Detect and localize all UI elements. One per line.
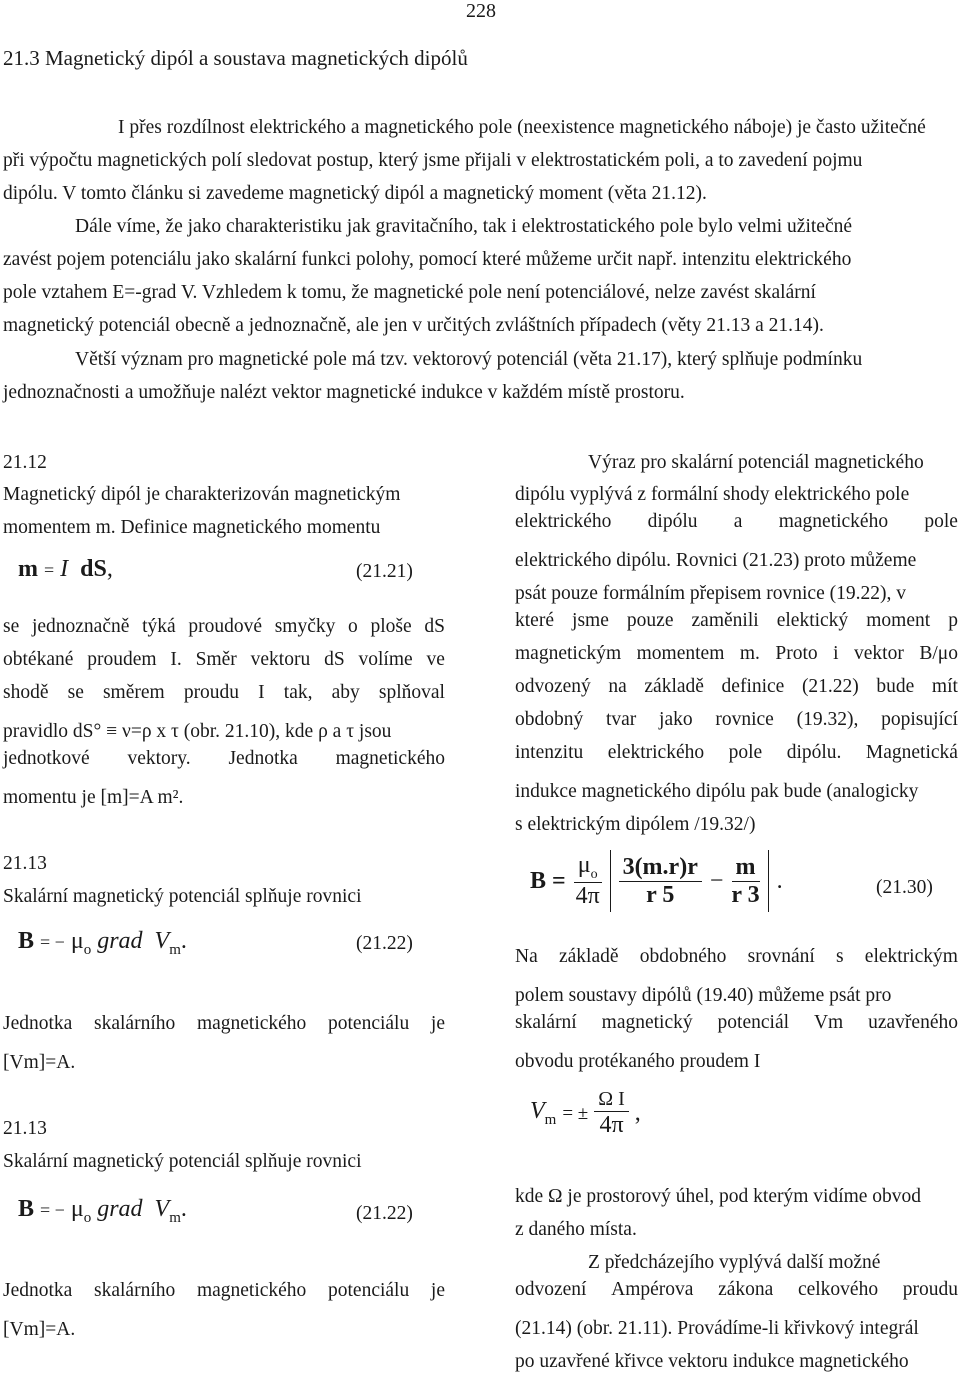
word: Směr bbox=[195, 649, 237, 670]
intro-line: I přes rozdílnost elektrického a magnetického pole (neexistence magnetického náboje) je často užitečné bbox=[118, 117, 926, 138]
eq-symbol: o bbox=[83, 1209, 92, 1226]
eq-symbol: dS bbox=[80, 556, 107, 582]
text-line bbox=[515, 946, 958, 968]
intro-line: zavést pojem potenciálu jako skalární funkci polohy, pomocí které můžeme určit např. intenzitu elektrického bbox=[3, 249, 852, 270]
equation-21-21 bbox=[18, 553, 113, 587]
word: skalární bbox=[515, 1012, 577, 1033]
word: s bbox=[835, 946, 844, 967]
eq-bar bbox=[610, 850, 611, 912]
word: popisující bbox=[881, 709, 958, 730]
word: magnetickým bbox=[515, 643, 622, 664]
word: směrem bbox=[102, 682, 165, 703]
word: dS bbox=[424, 616, 445, 637]
text-line bbox=[3, 748, 445, 770]
intro-line: pole vztahem E=-grad V. Vzhledem k tomu, že magnetické pole není potenciálové, nelze zavést skalární bbox=[3, 282, 816, 303]
word: jako bbox=[659, 709, 693, 730]
word: Jednotka bbox=[3, 1013, 73, 1034]
eq-symbol: = ± bbox=[562, 1102, 589, 1124]
text-line: obvodu protékaného proudem I bbox=[515, 1051, 761, 1072]
word: Ampérova bbox=[611, 1279, 694, 1300]
text-line: po uzavřené křivce vektoru indukce magnetického bbox=[515, 1351, 909, 1372]
word: ploše bbox=[370, 616, 412, 637]
eq-symbol: B bbox=[18, 1196, 35, 1222]
word: rovnice bbox=[715, 709, 774, 730]
word: se bbox=[67, 682, 84, 703]
eq-symbol: B bbox=[18, 928, 35, 954]
eq-symbol: m bbox=[169, 941, 181, 958]
eq-denominator: r 5 bbox=[646, 881, 675, 908]
text-line: Výraz pro skalární potenciál magnetického bbox=[588, 452, 924, 473]
text-line bbox=[515, 643, 958, 665]
word: dipólu. bbox=[786, 742, 842, 763]
word: Jednotka bbox=[3, 1280, 73, 1301]
page-number: 228 bbox=[466, 0, 496, 22]
word: srovnání bbox=[747, 946, 815, 967]
word: proudové bbox=[188, 616, 262, 637]
word: magnetického bbox=[196, 1280, 307, 1301]
eq-symbol: μ bbox=[70, 928, 84, 954]
text-line: pravidlo dS° ≡ ν=ρ x τ (obr. 21.10), kde ρ a τ jsou bbox=[3, 721, 392, 742]
text-line bbox=[515, 1279, 958, 1301]
eq-symbol: V bbox=[530, 1098, 545, 1125]
word: základě bbox=[644, 676, 704, 697]
text-line: Z předcházejího vyplývá další možné bbox=[588, 1252, 881, 1273]
equation-number: (21.21) bbox=[356, 561, 413, 582]
word: moment bbox=[866, 610, 931, 631]
word: potenciál bbox=[717, 1012, 790, 1033]
text-line bbox=[3, 616, 445, 638]
word: základě bbox=[558, 946, 619, 967]
word: a bbox=[733, 511, 743, 532]
word: momentem bbox=[636, 643, 725, 664]
equation-number: (21.30) bbox=[876, 877, 933, 898]
word: definice bbox=[721, 676, 785, 697]
intro-line: magnetický potenciál obecně a jednoznačně, ale jen v určitých zvláštních případech (věty 21.13 a 21.14). bbox=[3, 315, 824, 336]
text-line: [Vm]=A. bbox=[3, 1319, 76, 1340]
word: magnetického bbox=[335, 748, 445, 769]
eq-symbol: , bbox=[106, 556, 113, 582]
word: Jednotka bbox=[228, 748, 298, 769]
word: obdobný bbox=[515, 709, 584, 730]
intro-line: dipólu. V tomto článku si zavedeme magnetický dipól a magnetický moment (věta 21.12). bbox=[3, 183, 707, 204]
word: tak, bbox=[283, 682, 313, 703]
eq-symbol: grad bbox=[97, 928, 143, 954]
word: tvar bbox=[605, 709, 637, 730]
eq-symbol: I bbox=[60, 556, 69, 582]
word: Proto bbox=[775, 643, 818, 664]
word: odvození bbox=[515, 1279, 587, 1300]
eq-symbol: m bbox=[18, 556, 38, 582]
equation-vm bbox=[530, 1088, 641, 1139]
eq-numerator: m bbox=[732, 854, 760, 882]
word: B/μo bbox=[919, 643, 958, 664]
word: elektrického bbox=[515, 511, 612, 532]
eq-numerator: $\mu_o$ bbox=[574, 852, 602, 884]
text-line: Magnetický dipól je charakterizován magnetickým bbox=[3, 484, 401, 505]
word: p bbox=[948, 610, 958, 631]
word: na bbox=[608, 676, 627, 697]
word: volíme bbox=[358, 649, 413, 670]
eq-symbol: V bbox=[154, 928, 170, 954]
intro-paragraph-2 bbox=[3, 210, 958, 342]
intro-line: při výpočtu magnetických polí sledovat postup, který jsme přijali v elektrostatickém poli, a to zavedení pojmu bbox=[3, 150, 863, 171]
word: i bbox=[833, 643, 839, 664]
word: obdobného bbox=[639, 946, 727, 967]
word: splňoval bbox=[378, 682, 445, 703]
eq-symbol: m bbox=[544, 1111, 557, 1128]
intro-paragraph-1 bbox=[3, 111, 958, 210]
intro-paragraph-3 bbox=[3, 343, 958, 409]
word: pole bbox=[728, 742, 763, 763]
word: mít bbox=[931, 676, 958, 697]
equation-21-30 bbox=[530, 850, 783, 912]
eq-symbol: μ bbox=[70, 1196, 84, 1222]
word: magnetického bbox=[196, 1013, 307, 1034]
text-line: [Vm]=A. bbox=[3, 1052, 76, 1073]
theorem-number: 21.12 bbox=[3, 452, 47, 473]
word: je bbox=[430, 1280, 445, 1301]
eq-symbol: , bbox=[634, 1100, 641, 1126]
eq-symbol: V bbox=[154, 1196, 170, 1222]
word: zaměnili bbox=[691, 610, 759, 631]
text-line: momentu je [m]=A m². bbox=[3, 787, 184, 808]
word: ve bbox=[426, 649, 445, 670]
equation-number: (21.22) bbox=[356, 1203, 413, 1224]
word: pouze bbox=[626, 610, 674, 631]
word: I. bbox=[170, 649, 182, 670]
text-line bbox=[515, 676, 958, 698]
text-line bbox=[515, 709, 958, 731]
intro-line: jednoznačnosti a umožňuje nalézt vektor magnetické indukce v každém místě prostoru. bbox=[3, 382, 685, 403]
text-line bbox=[515, 511, 958, 533]
word: potenciálu bbox=[328, 1013, 410, 1034]
text-line bbox=[515, 742, 958, 764]
word: skalárního bbox=[94, 1280, 176, 1301]
word: elektrického bbox=[607, 742, 705, 763]
word: (19.32), bbox=[796, 709, 859, 730]
word: shodě bbox=[3, 682, 49, 703]
eq-bar bbox=[768, 850, 769, 912]
text-line: z daného místa. bbox=[515, 1219, 637, 1240]
word: týká bbox=[142, 616, 176, 637]
word: potenciálu bbox=[328, 1280, 410, 1301]
text-line: elektrického dipólu. Rovnici (21.23) proto můžeme bbox=[515, 550, 917, 571]
word: bude bbox=[876, 676, 915, 697]
word: (21.22) bbox=[801, 676, 859, 697]
eq-symbol: . bbox=[776, 867, 783, 894]
eq-denominator: r 3 bbox=[731, 881, 760, 908]
eq-symbol: B = bbox=[530, 867, 566, 894]
eq-fraction bbox=[594, 1088, 629, 1139]
word: Na bbox=[515, 946, 538, 967]
text-line: psát pouze formálním přepisem rovnice (19.22), v bbox=[515, 583, 906, 604]
text-line: s elektrickým dipólem /19.32/) bbox=[515, 814, 756, 835]
word: aby bbox=[331, 682, 360, 703]
eq-denominator: 4π bbox=[575, 883, 600, 910]
word: vektor bbox=[854, 643, 904, 664]
text-line: kde Ω je prostorový úhel, pod kterým vidíme obvod bbox=[515, 1186, 922, 1207]
word: o bbox=[348, 616, 358, 637]
word: elektrickým bbox=[864, 946, 958, 967]
word: dipólu bbox=[647, 511, 698, 532]
eq-fraction bbox=[574, 852, 602, 911]
text-line bbox=[515, 610, 958, 632]
word: dS bbox=[324, 649, 345, 670]
word: zákona bbox=[718, 1279, 774, 1300]
eq-symbol: = − bbox=[40, 932, 65, 952]
text-line: Skalární magnetický potenciál splňuje rovnici bbox=[3, 886, 362, 907]
word: jsme bbox=[572, 610, 609, 631]
word: jednoznačně bbox=[31, 616, 130, 637]
eq-fraction bbox=[619, 854, 702, 909]
text-line: (21.14) (obr. 21.11). Provádíme-li křivkový integrál bbox=[515, 1318, 919, 1339]
text-line: Skalární magnetický potenciál splňuje rovnici bbox=[3, 1151, 362, 1172]
theorem-number: 21.13 bbox=[3, 853, 47, 874]
eq-symbol: = bbox=[44, 560, 55, 580]
equation-21-22-repeat bbox=[18, 1193, 187, 1235]
word: proudu bbox=[902, 1279, 958, 1300]
eq-numerator: Ω I bbox=[594, 1088, 629, 1112]
word: I bbox=[258, 682, 265, 703]
word: proudem bbox=[87, 649, 157, 670]
word: pole bbox=[924, 511, 958, 532]
eq-symbol: grad bbox=[97, 1196, 143, 1222]
word: smyčky bbox=[274, 616, 336, 637]
eq-fraction bbox=[731, 854, 759, 909]
word: magnetického bbox=[778, 511, 889, 532]
word: intenzitu bbox=[515, 742, 584, 763]
eq-symbol: . bbox=[180, 928, 187, 954]
word: magnetický bbox=[601, 1012, 693, 1033]
text-line: indukce magnetického dipólu pak bude (analogicky bbox=[515, 781, 919, 802]
eq-denominator: 4π bbox=[599, 1112, 624, 1138]
word: vektoru bbox=[250, 649, 311, 670]
word: obtékané bbox=[3, 649, 74, 670]
intro-line: Větší význam pro magnetické pole má tzv. vektorový potenciál (věta 21.17), který splňuje podmínku bbox=[75, 349, 863, 370]
equation-number: (21.22) bbox=[356, 933, 413, 954]
word: které bbox=[515, 610, 554, 631]
word: elektický bbox=[776, 610, 849, 631]
section-title: 21.3 Magnetický dipól a soustava magnetických dipólů bbox=[3, 46, 468, 70]
eq-numerator: 3(m.r)r bbox=[619, 854, 702, 882]
word: Vm bbox=[813, 1012, 844, 1033]
eq-symbol: − bbox=[709, 867, 724, 894]
word: m. bbox=[739, 643, 760, 664]
word: jednotkové bbox=[3, 748, 90, 769]
equation-21-22 bbox=[18, 925, 187, 967]
text-line: dipólu vyplývá z formální shody elektrického pole bbox=[515, 484, 910, 505]
text-line: momentem m. Definice magnetického momentu bbox=[3, 517, 381, 538]
theorem-number: 21.13 bbox=[3, 1118, 47, 1139]
eq-symbol: = − bbox=[40, 1200, 65, 1220]
eq-symbol: m bbox=[169, 1209, 181, 1226]
word: Magnetická bbox=[865, 742, 958, 763]
word: odvozený bbox=[515, 676, 591, 697]
eq-symbol: o bbox=[83, 941, 92, 958]
text-line bbox=[515, 1012, 958, 1034]
text-line bbox=[3, 1280, 445, 1302]
word: celkového bbox=[797, 1279, 879, 1300]
word: vektory. bbox=[127, 748, 191, 769]
word: je bbox=[430, 1013, 445, 1034]
word: skalárního bbox=[94, 1013, 176, 1034]
word: proudu bbox=[183, 682, 240, 703]
text-line bbox=[3, 1013, 445, 1035]
text-line bbox=[3, 682, 445, 704]
eq-symbol: . bbox=[180, 1196, 187, 1222]
word: se bbox=[3, 616, 20, 637]
word: uzavřeného bbox=[868, 1012, 958, 1033]
text-line bbox=[3, 649, 445, 671]
text-line: polem soustavy dipólů (19.40) můžeme psát pro bbox=[515, 985, 892, 1006]
intro-line: Dále víme, že jako charakteristiku jak gravitačního, tak i elektrostatického pole bylo velmi užitečné bbox=[75, 216, 853, 237]
